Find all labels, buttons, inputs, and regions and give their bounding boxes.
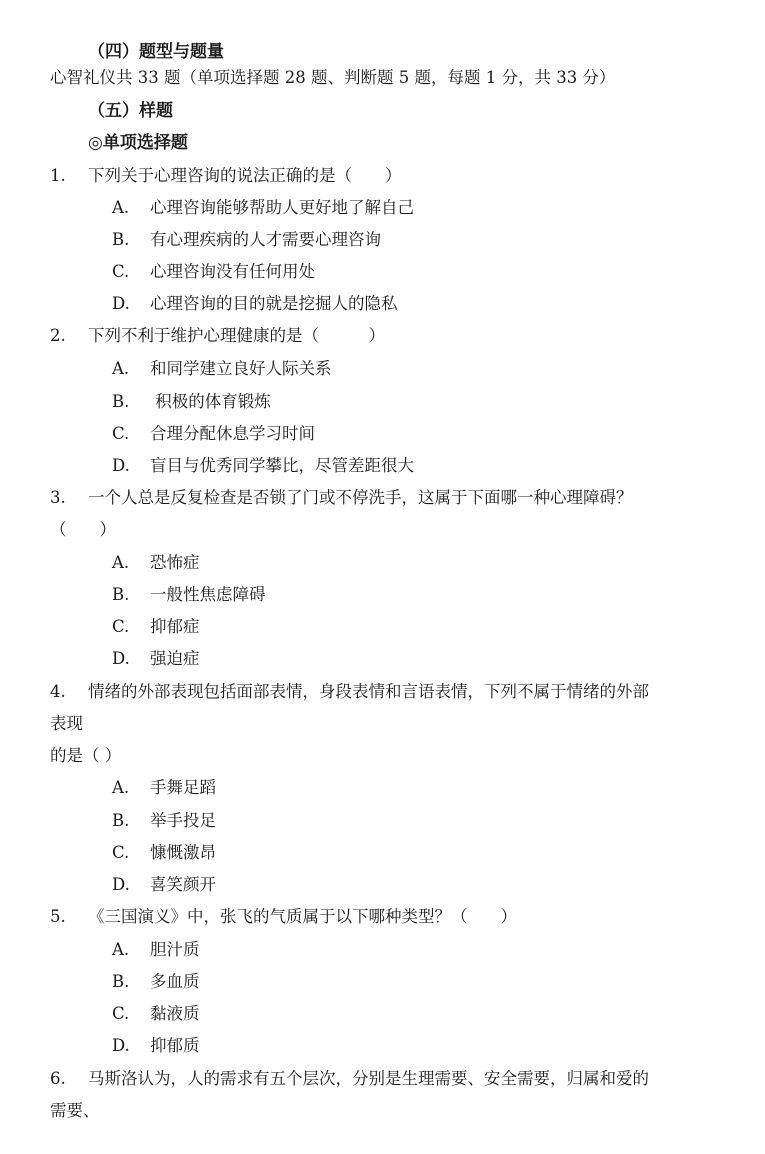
question-text: 《三国演义》中，张飞的气质属于以下哪种类型？（ ）	[88, 907, 517, 926]
question-2	[50, 326, 385, 346]
question-3-continuation: （ ）	[50, 520, 116, 539]
option-letter: A.	[112, 359, 130, 378]
question-1	[50, 166, 402, 186]
question-4	[50, 682, 649, 702]
option-text: 有心理疾病的人才需要心理咨询	[150, 230, 381, 249]
question-6	[50, 1069, 649, 1089]
option-3c	[112, 617, 200, 637]
option-letter: B.	[112, 811, 130, 830]
option-letter: B.	[112, 972, 130, 991]
option-letter: B.	[112, 230, 130, 249]
question-number: 2.	[50, 326, 66, 345]
option-text: 黏液质	[150, 1004, 200, 1023]
option-2c	[112, 424, 315, 444]
option-3d	[112, 649, 200, 669]
option-letter: D.	[112, 294, 130, 313]
question-6-continuation: 需要、	[50, 1101, 100, 1120]
option-1d	[112, 294, 398, 314]
option-letter: A.	[112, 778, 130, 797]
question-number: 5.	[50, 907, 66, 926]
option-text: 多血质	[150, 972, 200, 991]
option-2a	[112, 359, 332, 379]
option-letter: A.	[112, 198, 130, 217]
option-text: 强迫症	[150, 649, 200, 668]
option-2d	[112, 456, 414, 476]
option-text: 积极的体育锻炼	[150, 392, 271, 411]
option-text: 心理咨询没有任何用处	[150, 262, 315, 281]
option-text: 合理分配休息学习时间	[150, 424, 315, 443]
question-3	[50, 488, 633, 508]
option-text: 抑郁质	[150, 1036, 200, 1055]
option-3a	[112, 553, 200, 573]
option-letter: C.	[112, 424, 130, 443]
option-text: 举手投足	[150, 811, 216, 830]
option-text: 手舞足蹈	[150, 778, 216, 797]
option-text: 恐怖症	[150, 553, 200, 572]
option-text: 胆汁质	[150, 940, 200, 959]
option-1b	[112, 230, 381, 250]
question-number: 4.	[50, 682, 66, 701]
option-5c	[112, 1004, 200, 1024]
option-letter: C.	[112, 262, 130, 281]
option-letter: D.	[112, 875, 130, 894]
option-4d	[112, 875, 216, 895]
question-text: 下列关于心理咨询的说法正确的是（ ）	[88, 166, 402, 185]
option-4c	[112, 843, 216, 863]
question-number: 6.	[50, 1069, 66, 1088]
option-3b	[112, 585, 266, 605]
section-heading-single-choice: ◎单项选择题	[88, 133, 188, 153]
option-5b	[112, 972, 200, 992]
question-number: 1.	[50, 166, 66, 185]
option-letter: B.	[112, 392, 130, 411]
option-letter: B.	[112, 585, 130, 604]
section-heading-sample-questions: （五）样题	[88, 101, 173, 121]
option-1c	[112, 262, 315, 282]
option-letter: C.	[112, 1004, 130, 1023]
question-text: 下列不利于维护心理健康的是（ ）	[88, 326, 385, 345]
option-letter: D.	[112, 456, 130, 475]
question-text: 情绪的外部表现包括面部表情，身段表情和言语表情，下列不属于情绪的外部	[88, 682, 649, 701]
option-text: 喜笑颜开	[150, 875, 216, 894]
option-text: 一般性焦虑障碍	[150, 585, 266, 604]
option-text: 和同学建立良好人际关系	[150, 359, 332, 378]
intro-text: 心智礼仪共 33 题（单项选择题 28 题、判断题 5 题，每题 1 分，共 33 分）	[50, 68, 616, 87]
option-letter: A.	[112, 940, 130, 959]
option-letter: A.	[112, 553, 130, 572]
question-4-continuation-2: 的是（ ）	[50, 746, 122, 765]
option-4b	[112, 811, 216, 831]
question-text: 马斯洛认为，人的需求有五个层次，分别是生理需要、安全需要，归属和爱的	[88, 1069, 649, 1088]
option-text: 抑郁症	[150, 617, 200, 636]
option-text: 心理咨询能够帮助人更好地了解自己	[150, 198, 414, 217]
option-5a	[112, 940, 200, 960]
option-text: 盲目与优秀同学攀比，尽管差距很大	[150, 456, 414, 475]
option-4a	[112, 778, 216, 798]
option-letter: D.	[112, 1036, 130, 1055]
question-5	[50, 907, 517, 927]
option-1a	[112, 198, 414, 218]
option-5d	[112, 1036, 200, 1056]
option-text: 心理咨询的目的就是挖掘人的隐私	[150, 294, 398, 313]
option-2b	[112, 392, 271, 412]
question-number: 3.	[50, 488, 66, 507]
option-letter: C.	[112, 617, 130, 636]
option-letter: C.	[112, 843, 130, 862]
question-4-continuation: 表现	[50, 714, 83, 733]
question-text: 一个人总是反复检查是否锁了门或不停洗手，这属于下面哪一种心理障碍？	[88, 488, 633, 507]
option-letter: D.	[112, 649, 130, 668]
option-text: 慷慨激昂	[150, 843, 216, 862]
section-heading-question-types: （四）题型与题量	[88, 42, 224, 62]
